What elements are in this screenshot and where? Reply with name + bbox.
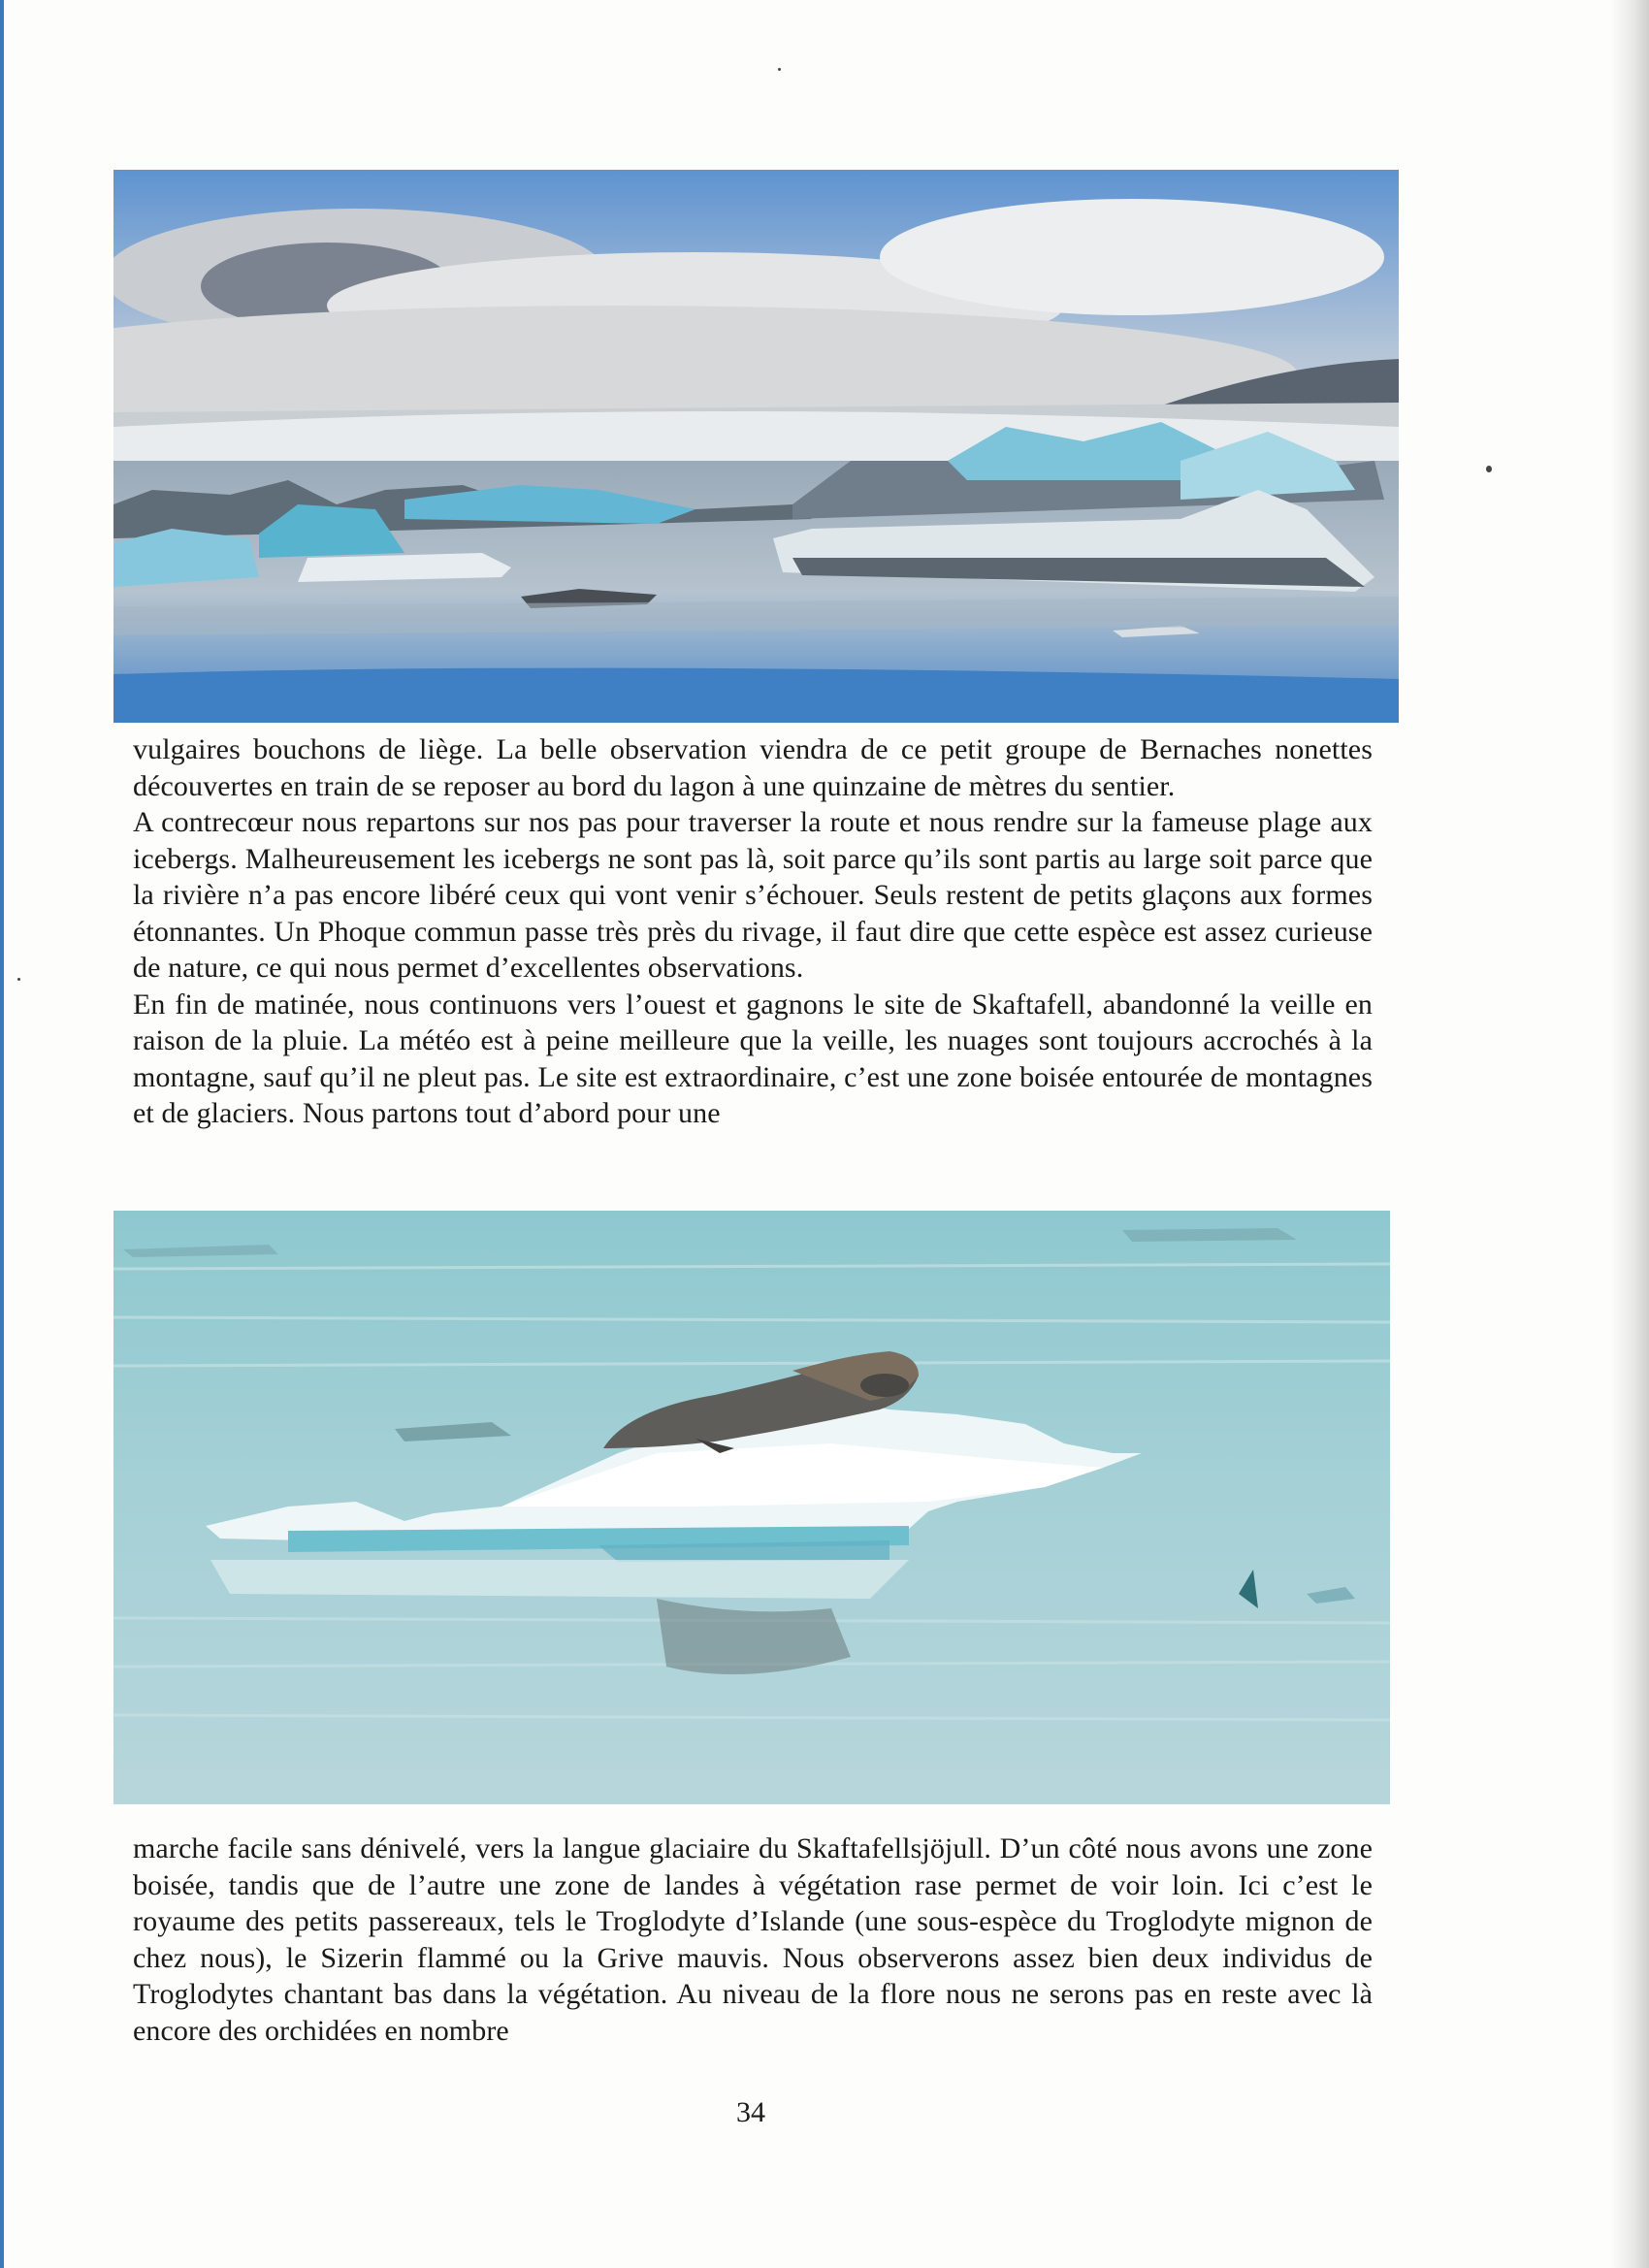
seal-on-ice-illustration [113,1211,1390,1804]
scan-edge-left [0,0,4,2268]
page-number: 34 [736,2096,765,2128]
text-block-1 [133,731,1373,1132]
scan-edge-right [1610,0,1649,2268]
paragraph: En fin de matinée, nous continuons vers l’ouest et gagnons le site de Skaftafell, abandonné la veille en raison de la pluie. La météo est à peine meilleure que la veille, les nuages sont toujours accrochés à la montagne, sauf qu’il ne pleut pas. Le site est extraordinaire, c’est une zone boisée entourée de montagnes et de glaciers. Nous partons tout d’abord pour une [133,988,1373,1129]
paragraph: A contrecœur nous repartons sur nos pas pour traverser la route et nous rendre sur la fameuse plage aux icebergs. Malheureusement les icebergs ne sont pas là, soit parce qu’ils sont partis au large soit parce que la rivière n’a pas encore libéré ceux qui vont venir s’échouer. Seuls restent de petits glaçons aux formes étonnantes. Un Phoque commun passe très près du rivage, il faut dire que cette espèce est assez curieuse de nature, ce qui nous permet d’excellentes observations. [133,806,1373,984]
text-block-2 [133,1831,1373,2049]
scan-speck [17,978,20,981]
scan-speck [778,68,781,71]
paragraph: vulgaires bouchons de liège. La belle observation viendra de ce petit groupe de Bernaches nonettes découvertes en train de se reposer au bord du lagon à une quinzaine de mètres du sentier. [133,733,1373,802]
icebergs-lagoon-photo [113,170,1399,723]
paragraph: marche facile sans dénivelé, vers la langue glaciaire du Skaftafellsjöjull. D’un côté nous avons une zone boisée, tandis que de l’autre une zone de landes à végétation rase permet de voir loin. Ici c’est le royaume des petits passereaux, tels le Troglodyte d’Islande (une sous-espèce du Troglodyte mignon de chez nous), le Sizerin flammé ou la Grive mauvis. Nous observerons assez bien deux individus de Troglodytes chantant bas dans la végétation. Au niveau de la flore nous ne serons pas en reste avec là encore des orchidées en nombre [133,1832,1373,2047]
scan-speck [1486,466,1492,472]
icebergs-lagoon-illustration [113,170,1399,723]
seal-on-ice-photo [113,1211,1390,1804]
